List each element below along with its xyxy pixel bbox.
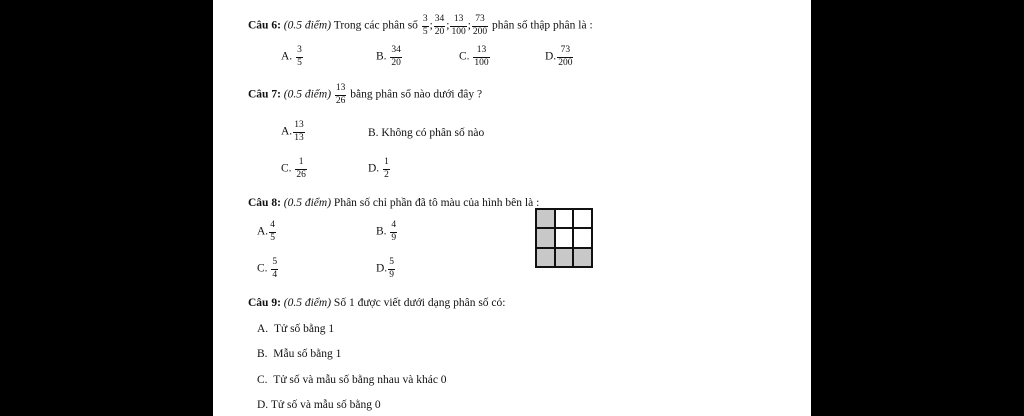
option-b: B. $\frac{34}{20}$ — [376, 45, 401, 68]
question-points: (0.5 điểm) — [283, 88, 332, 101]
option-c: C. Tử số và mẫu số bằng nhau và khác 0 — [257, 374, 447, 386]
option-a: A. $\frac{3}{5}$ — [281, 45, 302, 68]
question-label: Câu 8: — [248, 197, 281, 209]
fraction: $\frac{13}{100}$ — [451, 14, 466, 37]
question-points: (0.5 điểm) — [283, 197, 332, 209]
question-label: Câu 6: — [248, 19, 281, 32]
question-points: (0.5 điểm) — [283, 297, 332, 309]
grid-cell — [555, 209, 574, 228]
option-b: B. Mẫu số bằng 1 — [257, 348, 342, 360]
separator: ; — [429, 19, 433, 32]
fraction: $\frac{13}{26}$ — [335, 83, 346, 106]
grid-cell-shaded — [536, 248, 555, 267]
option-d: D. $\frac{1}{2}$ — [368, 157, 389, 180]
separator: ; — [467, 19, 471, 32]
question-label: Câu 9: — [248, 297, 281, 309]
option-b: B. Không có phân số nào — [368, 127, 485, 139]
question-7-stem — [248, 84, 482, 106]
question-text: Trong các phân số — [333, 19, 418, 32]
shaded-grid-figure — [535, 208, 593, 268]
question-9-stem — [248, 298, 505, 310]
grid-cell — [573, 228, 592, 247]
question-text: Số 1 được viết dưới dạng phân số có: — [333, 297, 506, 309]
question-6-stem — [248, 15, 593, 37]
option-d: D. $\frac{5}{9}$ — [376, 257, 394, 280]
option-a: A. Tử số bằng 1 — [257, 323, 335, 335]
grid-cell — [573, 209, 592, 228]
question-text-tail: phân số thập phân là : — [492, 19, 593, 32]
question-text-tail: bằng phân số nào dưới đây ? — [350, 88, 483, 101]
grid-cell-shaded — [573, 248, 592, 267]
question-label: Câu 7: — [248, 88, 281, 101]
grid-cell-shaded — [555, 248, 574, 267]
question-8-stem — [248, 198, 539, 210]
grid-cell-shaded — [536, 209, 555, 228]
separator: ; — [446, 19, 450, 32]
option-a: A. $\frac{13}{13}$ — [281, 120, 304, 143]
option-b: B. $\frac{4}{9}$ — [376, 220, 397, 243]
option-c: C. $\frac{5}{4}$ — [257, 257, 278, 280]
option-a: A. $\frac{4}{5}$ — [257, 220, 275, 243]
option-c: C. $\frac{13}{100}$ — [459, 45, 489, 68]
fraction: $\frac{34}{20}$ — [434, 14, 445, 37]
question-points: (0.5 điểm) — [283, 19, 332, 32]
option-c: C. $\frac{1}{26}$ — [281, 157, 306, 180]
fraction: $\frac{3}{5}$ — [422, 14, 428, 37]
grid-cell — [555, 228, 574, 247]
option-d: D. $\frac{73}{200}$ — [545, 45, 573, 68]
option-d: D. Tử số và mẫu số bằng 0 — [257, 399, 381, 411]
question-text: Phân số chỉ phần đã tô màu của hình bên là : — [333, 197, 540, 209]
fraction: $\frac{73}{200}$ — [472, 14, 488, 37]
worksheet-page — [213, 0, 811, 416]
grid-cell-shaded — [536, 228, 555, 247]
